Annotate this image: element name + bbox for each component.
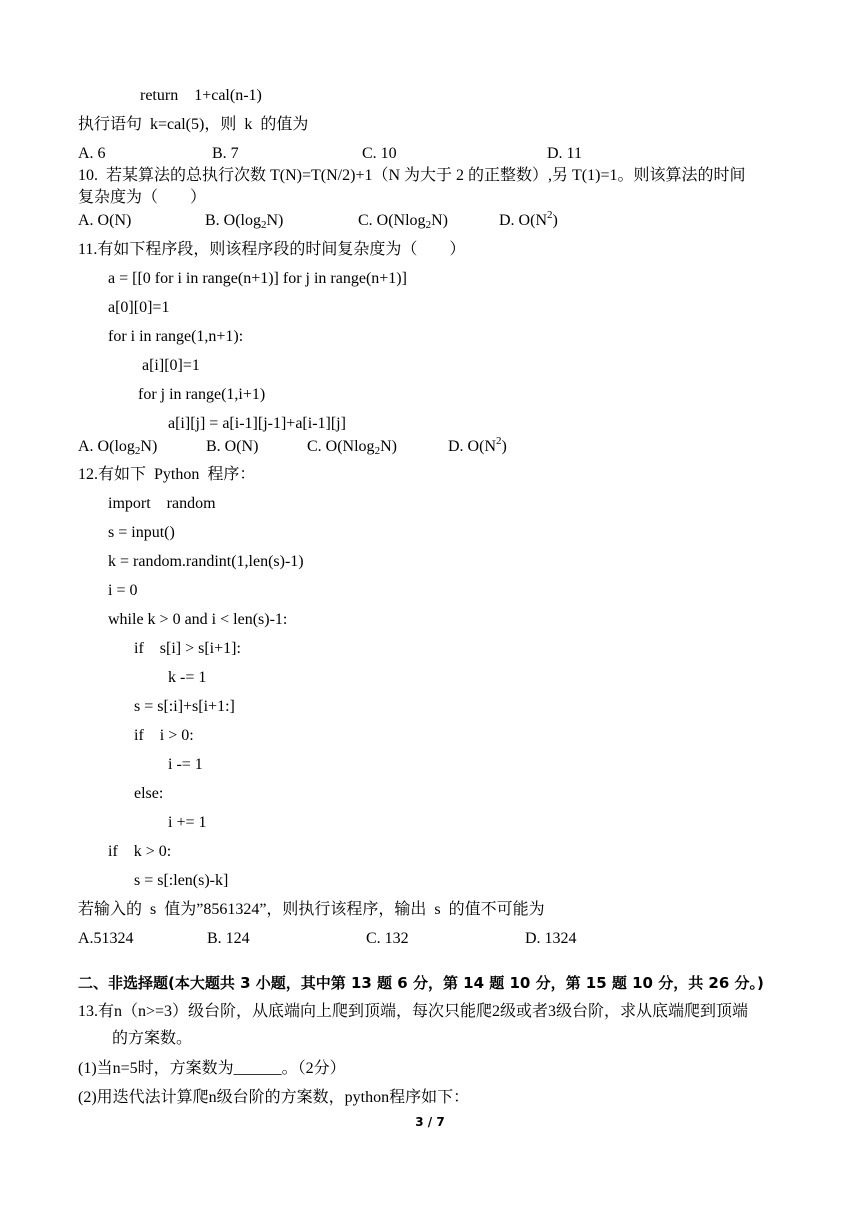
q10-stem-line2: 复杂度为（ ） — [78, 189, 207, 206]
q12-code-line: import random — [108, 495, 216, 512]
q11-option-d: D. $O(N^2)$ — [448, 435, 507, 455]
q10-option-c: C. O(Nlog$_2$N) — [358, 212, 448, 231]
q13-part2: (2)用迭代法计算爬n级台阶的方案数，python程序如下： — [78, 1089, 470, 1106]
q11-code-line: for i in range(1,n+1): — [108, 328, 244, 345]
q12-code-line: if i > 0: — [134, 727, 194, 744]
q12-code-line: s = s[:len(s)-k] — [134, 872, 229, 889]
q12-code-line: while k > 0 and i < len(s)-1: — [108, 611, 288, 628]
q9-option-d: D. 11 — [547, 145, 582, 162]
q10-option-b: B. $O(\log_2N)$ — [205, 212, 284, 231]
q12-code-line: s = input() — [108, 524, 175, 541]
q11-code-line: a[i][0]=1 — [142, 357, 200, 374]
section-heading: 二、非选择题(本大题共 3 小题，其中第 13 题 6 分，第 14 题 10 分，第 15 题 10 分，共 26 分。) — [78, 974, 764, 992]
page-number: 3 / 7 — [415, 1115, 445, 1129]
q11-option-c: C. O(Nlog$_2$N) — [307, 438, 397, 457]
q10-option-a: A. O(N) — [78, 212, 132, 229]
q12-option-d: D. 1324 — [525, 930, 577, 947]
q12-option-b: B. 124 — [207, 930, 250, 947]
q12-code-line: i -= 1 — [168, 756, 203, 773]
q12-code-line: s = s[:i]+s[i+1:] — [134, 698, 235, 715]
q12-option-c: C. 132 — [366, 930, 409, 947]
q13-part1: (1)当n=5时，方案数为______。（2分） — [78, 1060, 346, 1077]
q12-stem: 12.有如下 Python 程序： — [78, 466, 256, 483]
q11-option-b: B. O(N) — [206, 438, 259, 455]
q12-code-line: if k > 0: — [108, 843, 172, 860]
q12-code-line: else: — [134, 785, 164, 802]
q12-question: 若输入的 s 值为”8561324”，则执行该程序，输出 s 的值不可能为 — [78, 901, 545, 918]
q11-code-line: for j in range(1,i+1) — [138, 386, 266, 403]
q10-stem-line1: 10. 若某算法的总执行次数 T(N)=T(N/2)+1（N 为大于 2 的正整数）,另 T(1)=1。则该算法的时间 — [78, 167, 746, 184]
q9-statement: 执行语句 k=cal(5)，则 k 的值为 — [78, 116, 309, 133]
q13-stem-line2: 的方案数。 — [112, 1030, 193, 1047]
q11-code-line: a = [[0 for i in range(n+1)] for j in range(n+1)] — [108, 270, 407, 287]
q12-code-line: i += 1 — [168, 814, 207, 831]
q12-code-line: k = random.randint(1,len(s)-1) — [108, 553, 304, 570]
q12-code-line: i = 0 — [108, 582, 138, 599]
q9-option-c: C. 10 — [362, 145, 397, 162]
q11-option-a: A. $O(\log_2N)$ — [78, 438, 158, 457]
q13-stem-line1: 13.有n（n>=3）级台阶，从底端向上爬到顶端，每次只能爬2级或者3级台阶，求从底端爬到顶端 — [78, 1003, 749, 1020]
q11-stem: 11.有如下程序段，则该程序段的时间复杂度为（ ） — [78, 241, 466, 258]
q12-option-a: A.51324 — [78, 930, 134, 947]
q11-code-line: a[0][0]=1 — [108, 299, 170, 316]
q12-code-line: if s[i] > s[i+1]: — [134, 640, 241, 657]
q9-code-return: return 1+cal(n-1) — [140, 87, 262, 104]
q12-code-line: k -= 1 — [168, 669, 207, 686]
q10-option-d: D. $O(N^2)$ — [499, 209, 558, 229]
q9-option-a: A. 6 — [78, 145, 106, 162]
q9-option-b: B. 7 — [212, 145, 239, 162]
q11-code-line: a[i][j] = a[i-1][j-1]+a[i-1][j] — [168, 415, 346, 432]
